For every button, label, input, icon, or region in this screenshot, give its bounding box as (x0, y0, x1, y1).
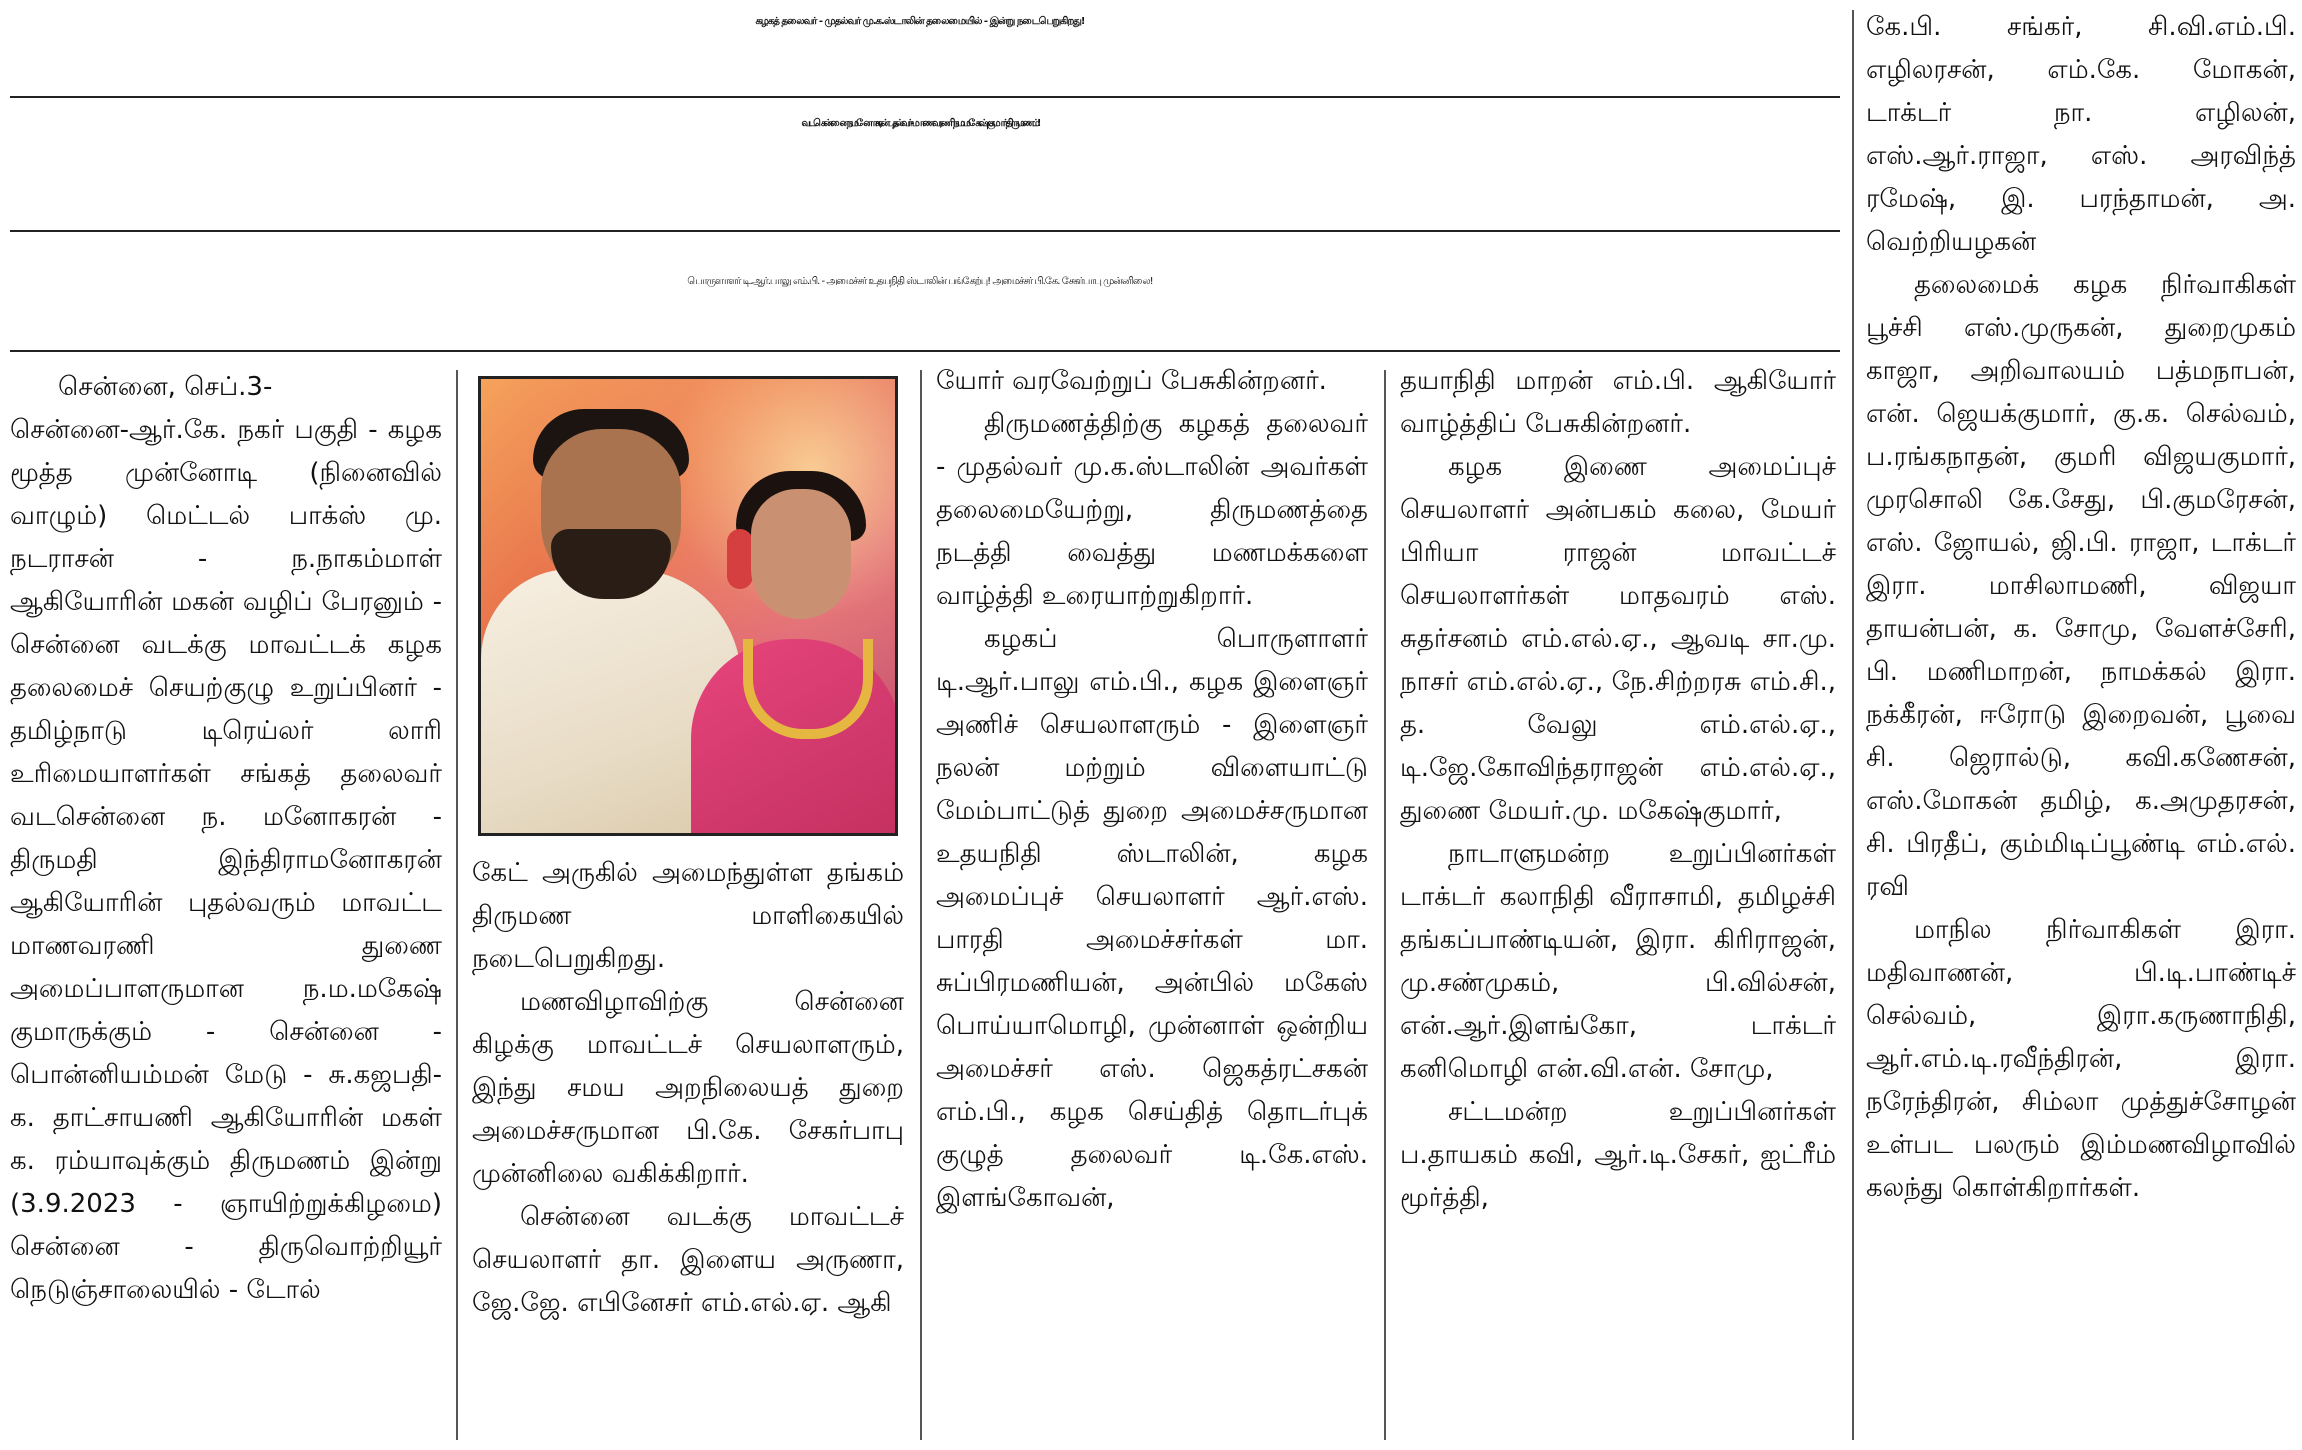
article-column-2 (472, 852, 904, 1450)
article-paragraph: கழகப் பொருளாளர் டி.ஆர்.பாலு எம்.பி., கழக இளைஞர் அணிச் செயலாளரும் - இளைஞர் நலன் மற்றும் விளையாட்டு மேம்பாட்டுத் துறை அமைச்சருமான உதயநிதி ஸ்டாலின், கழக அமைப்புச் செயலாளர் ஆர்.எஸ். பாரதி அமைச்சர்கள் மா. சுப்பிரமணியன், அன்பில் மகேஸ் பொய்யாமொழி, முன்னாள் ஒன்றிய அமைச்சர் எஸ். ஜெகத்ரட்சகன் எம்.பி., கழக செய்தித் தொடர்புக் குழுத் தலைவர் டி.கே.எஸ். இளங்கோவன், (936, 624, 1368, 1213)
article-paragraph: நாடாளுமன்ற உறுப்பினர்கள் டாக்டர் கலாநிதி வீராசாமி, தமிழச்சி தங்கப்பாண்டியன், இரா. கிரிராஜன், மு.சண்முகம், பி.வில்சன், என்.ஆர்.இளங்கோ, டாக்டர் கனிமொழி என்.வி.என். சோமு, (1400, 839, 1836, 1084)
top-headline: கழகத் தலைவர் - முதல்வர் மு.க.ஸ்டாலின் தலைமையில் - இன்று நடைபெறுகிறது! (755, 16, 1085, 27)
article-paragraph: சட்டமன்ற உறுப்பினர்கள் ப.தாயகம் கவி, ஆர்.டி.சேகர், ஐட்ரீம் மூர்த்தி, (1400, 1097, 1836, 1213)
column-divider (456, 370, 458, 1440)
article-paragraph: கேட் அருகில் அமைந்துள்ள தங்கம் திருமண மாளிகையில் நடைபெறுகிறது. (472, 858, 904, 974)
article-paragraph: திருமணத்திற்கு கழகத் தலைவர் - முதல்வர் மு.க.ஸ்டாலின் அவர்கள் தலைமையேற்று, திருமணத்தை நடத்தி வைத்து மணமக்களை வாழ்த்தி உரையாற்றுகிறார். (936, 409, 1368, 611)
article-paragraph: கே.பி. சங்கர், சி.வி.எம்.பி. எழிலரசன், எம்.கே. மோகன், டாக்டர் நா. எழிலன், எஸ்.ஆர்.ராஜா, எஸ். அரவிந்த் ரமேஷ், இ. பரந்தாமன், அ. வெற்றியழகன் (1866, 12, 2296, 257)
headline-rule (10, 350, 1840, 352)
sub-headline: பொருளாளர் டி.ஆர்.பாலு எம்.பி. - அமைச்சர் உதயநிதி ஸ்டாலின் பங்கேற்பு! அமைச்சர் பி.கே. சேகர்பாபு முன்னிலை! (687, 276, 1153, 287)
article-column-5 (1866, 6, 2296, 1450)
dateline: சென்னை, செப்.3- (58, 372, 273, 402)
article-paragraph: சென்னை-ஆர்.கே. நகர் பகுதி - கழக மூத்த முன்னோடி (நினைவில் வாழும்) மெட்டல் பாக்ஸ் மு. நடராசன் - ந.நாகம்மாள் ஆகியோரின் மகன் வழிப் பேரனும் - சென்னை வடக்கு மாவட்டக் கழக தலைமைச் செயற்குழு உறுப்பினர் - தமிழ்நாடு டிரெய்லர் லாரி உரிமையாளர்கள் சங்கத் தலைவர் வடசென்னை ந. மனோகரன் - திருமதி இந்திராமனோகரன் ஆகியோரின் புதல்வரும் மாவட்ட மாணவரணி துணை அமைப்பாளருமான ந.ம.மகேஷ் குமாருக்கும் - சென்னை - பொன்னியம்மன் மேடு - சு.கஜபதி-க. தாட்சாயணி ஆகியோரின் மகள் க. ரம்யாவுக்கும் திருமணம் இன்று (3.9.2023 - ஞாயிற்றுக்கிழமை) சென்னை - திருவொற்றியூர் நெடுஞ்சாலையில் - டோல் (10, 415, 442, 1305)
article-paragraph: தலைமைக் கழக நிர்வாகிகள் பூச்சி எஸ்.முருகன், துறைமுகம் காஜா, அறிவாலயம் பத்மநாபன், என். ஜெயக்குமார், கு.க. செல்வம், ப.ரங்கநாதன், குமரி விஜயகுமார், முரசொலி கே.சேது, பி.குமரேசன், எஸ். ஜோயல், ஜி.பி. ராஜா, டாக்டர் இரா. மாசிலாமணி, விஜயா தாயன்பன், க. சோமு, வேளச்சேரி, பி. மணிமாறன், நாமக்கல் இரா. நக்கீரன், ஈரோடு இறைவன், பூவை சி. ஜெரால்டு, கவி.கணேசன், எஸ்.மோகன் தமிழ், க.அமுதரசன், சி. பிரதீப், கும்மிடிப்பூண்டி எம்.எல். ரவி (1866, 270, 2296, 902)
headline-rule (10, 96, 1840, 98)
column-divider (920, 370, 922, 1440)
column-divider (1384, 370, 1386, 1440)
article-paragraph: மணவிழாவிற்கு சென்னை கிழக்கு மாவட்டச் செயலாளரும், இந்து சமய அறநிலையத் துறை அமைச்சருமான பி.கே. சேகர்பாபு முன்னிலை வகிக்கிறார். (472, 987, 904, 1189)
article-column-4 (1400, 360, 1836, 1450)
column-divider (1852, 10, 1854, 1440)
article-column-3 (936, 360, 1368, 1450)
wedding-couple-photo (478, 376, 898, 836)
main-headline: வடசென்னை ந.மனோகரன் புதல்வர் - மாணவரணி ந.ம.மகேஷ்குமார் திருமணம்! (801, 118, 1039, 129)
article-paragraph: மாநில நிர்வாகிகள் இரா. மதிவாணன், பி.டி.பாண்டிச் செல்வம், இரா.கருணாநிதி, ஆர்.எம்.டி.ரவீந்திரன், இரா. நரேந்திரன், சிம்லா முத்துச்சோழன் உள்பட பலரும் இம்மணவிழாவில் கலந்து கொள்கிறார்கள். (1866, 915, 2296, 1203)
article-column-1 (10, 366, 442, 1450)
article-paragraph: யோர் வரவேற்றுப் பேசுகின்றனர். (936, 366, 1327, 396)
article-paragraph: கழக இணை அமைப்புச் செயலாளர் அன்பகம் கலை, மேயர் பிரியா ராஜன் மாவட்டச் செயலாளர்கள் மாதவரம் எஸ். சுதர்சனம் எம்.எல்.ஏ., ஆவடி சா.மு. நாசர் எம்.எல்.ஏ., நே.சிற்றரசு எம்.சி., த. வேலு எம்.எல்.ஏ., டி.ஜே.கோவிந்தராஜன் எம்.எல்.ஏ., துணை மேயர்.மு. மகேஷ்குமார், (1400, 452, 1836, 826)
headline-rule (10, 230, 1840, 232)
article-paragraph: தயாநிதி மாறன் எம்.பி. ஆகியோர் வாழ்த்திப் பேசுகின்றனர். (1400, 366, 1836, 439)
article-paragraph: சென்னை வடக்கு மாவட்டச் செயலாளர் தா. இளைய அருணா, ஜே.ஜே. எபினேசர் எம்.எல்.ஏ. ஆகி (472, 1202, 904, 1318)
